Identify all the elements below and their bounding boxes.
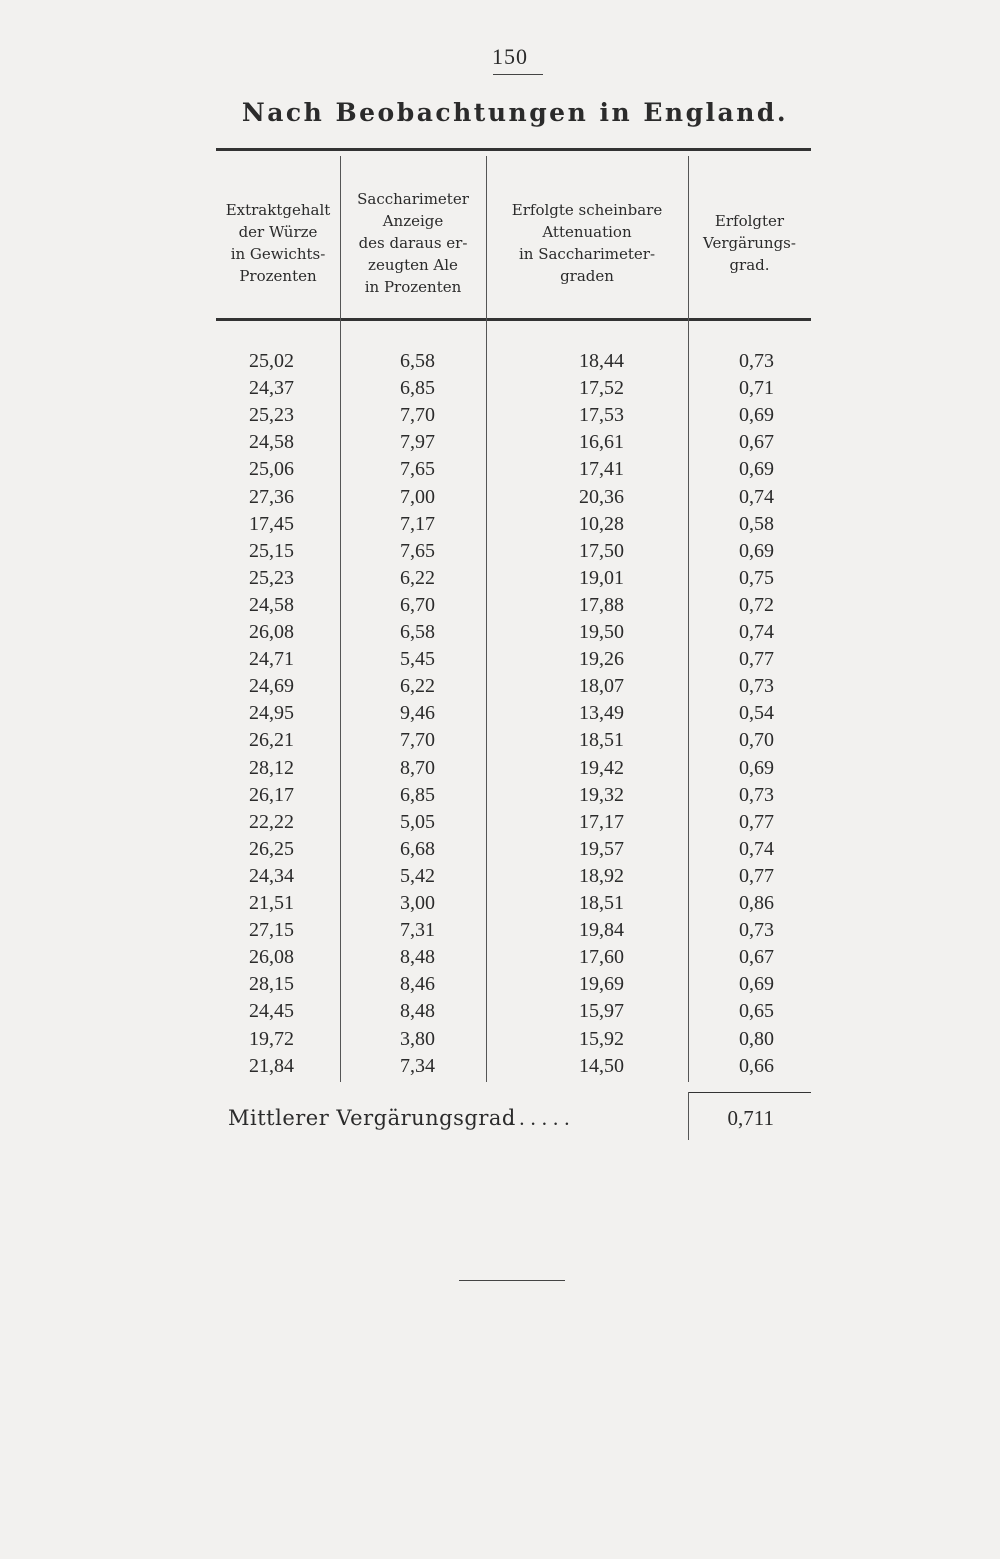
saccharimeter-cell: 3,00 [400, 892, 435, 914]
table-row [216, 755, 811, 782]
extraktgehalt-cell: 26,21 [249, 729, 294, 752]
summary-rule [688, 1092, 811, 1093]
extraktgehalt-cell: 24,58 [249, 431, 294, 454]
vergaerungsgrad-cell: 0,74 [739, 485, 774, 508]
extraktgehalt-cell: 17,45 [249, 512, 294, 535]
table-row [216, 619, 811, 646]
extraktgehalt-cell: 28,15 [249, 973, 294, 996]
vergaerungsgrad-cell: 0,69 [739, 973, 774, 996]
table-row [216, 836, 811, 863]
extraktgehalt-cell: 26,17 [249, 783, 294, 806]
saccharimeter-cell: 8,46 [400, 973, 435, 996]
extraktgehalt-cell: 21,84 [249, 1054, 294, 1077]
saccharimeter-cell: 7,31 [400, 919, 435, 942]
extraktgehalt-cell: 24,34 [249, 864, 294, 887]
attenuation-cell: 14,50 [579, 1054, 624, 1077]
table-row [216, 348, 811, 375]
attenuation-cell: 19,84 [579, 919, 624, 942]
attenuation-cell: 18,92 [579, 864, 624, 887]
table-row [216, 1026, 811, 1053]
table-row [216, 727, 811, 754]
mean-value: 0,711 [727, 1106, 774, 1130]
saccharimeter-cell: 8,48 [400, 946, 435, 969]
table-row [216, 646, 811, 673]
attenuation-cell: 19,69 [579, 973, 624, 996]
table-row [216, 890, 811, 917]
attenuation-cell: 17,60 [579, 946, 624, 969]
summary-divider [688, 1092, 689, 1140]
vergaerungsgrad-cell: 0,75 [739, 566, 774, 589]
page-number-rule [493, 74, 543, 75]
vergaerungsgrad-cell: 0,58 [739, 512, 774, 535]
vergaerungsgrad-cell: 0,69 [739, 458, 774, 481]
saccharimeter-cell: 8,48 [400, 1000, 435, 1023]
vergaerungsgrad-cell: 0,74 [739, 621, 774, 643]
table-row [216, 592, 811, 619]
attenuation-cell: 17,88 [579, 593, 624, 616]
table-row [216, 375, 811, 402]
table-row [216, 944, 811, 971]
table-row [216, 809, 811, 836]
extraktgehalt-cell: 19,72 [249, 1027, 294, 1050]
mean-dots: ...... [508, 1106, 576, 1130]
vergaerungsgrad-cell: 0,73 [739, 350, 774, 372]
vergaerungsgrad-cell: 0,65 [739, 1000, 774, 1023]
attenuation-cell: 17,17 [579, 810, 624, 833]
table-row [216, 782, 811, 809]
saccharimeter-cell: 7,17 [400, 512, 435, 535]
extraktgehalt-cell: 28,12 [249, 756, 294, 779]
vergaerungsgrad-cell: 0,74 [739, 837, 774, 860]
vergaerungsgrad-cell: 0,77 [739, 810, 774, 833]
attenuation-cell: 19,01 [579, 566, 624, 589]
attenuation-cell: 13,49 [579, 702, 624, 725]
table-row [216, 565, 811, 592]
table-row [216, 998, 811, 1025]
vergaerungsgrad-cell: 0,71 [739, 377, 774, 400]
extraktgehalt-cell: 27,36 [249, 485, 294, 508]
table-row [216, 1053, 811, 1080]
attenuation-cell: 18,07 [579, 675, 624, 698]
attenuation-cell: 18,51 [579, 892, 624, 914]
attenuation-cell: 16,61 [579, 431, 624, 454]
header-extraktgehalt: Extraktgehalt der Würze in Gewichts- Prozenten [225, 201, 331, 285]
table-row [216, 456, 811, 483]
table-row [216, 484, 811, 511]
extraktgehalt-cell: 24,95 [249, 702, 294, 725]
saccharimeter-cell: 6,58 [400, 350, 435, 372]
vergaerungsgrad-cell: 0,69 [739, 756, 774, 779]
vergaerungsgrad-cell: 0,69 [739, 539, 774, 562]
attenuation-cell: 18,44 [579, 350, 624, 372]
mean-label: Mittlerer Vergärungsgrad [228, 1106, 516, 1130]
vergaerungsgrad-cell: 0,66 [739, 1054, 774, 1077]
attenuation-cell: 17,52 [579, 377, 624, 400]
saccharimeter-cell: 7,34 [400, 1054, 435, 1077]
extraktgehalt-cell: 24,45 [249, 1000, 294, 1023]
vergaerungsgrad-cell: 0,77 [739, 864, 774, 887]
vergaerungsgrad-cell: 0,70 [739, 729, 774, 752]
table-top-rule [216, 148, 811, 151]
attenuation-cell: 10,28 [579, 512, 624, 535]
saccharimeter-cell: 6,68 [400, 837, 435, 860]
extraktgehalt-cell: 25,06 [249, 458, 294, 481]
saccharimeter-cell: 6,70 [400, 593, 435, 616]
header-saccharimeter: Saccharimeter Anzeige des daraus er- zeugten Ale in Prozenten [357, 190, 469, 296]
header-attenuation: Erfolgte scheinbare Attenuation in Saccharimeter- graden [511, 201, 663, 285]
attenuation-cell: 15,92 [579, 1027, 624, 1050]
saccharimeter-cell: 5,45 [400, 648, 435, 671]
attenuation-cell: 20,36 [579, 485, 624, 508]
attenuation-cell: 15,97 [579, 1000, 624, 1023]
vergaerungsgrad-cell: 0,73 [739, 783, 774, 806]
table-row [216, 673, 811, 700]
table-row [216, 402, 811, 429]
extraktgehalt-cell: 25,23 [249, 404, 294, 427]
extraktgehalt-cell: 24,58 [249, 593, 294, 616]
attenuation-cell: 17,53 [579, 404, 624, 427]
header-bottom-rule [216, 318, 811, 321]
footer-rule [459, 1280, 565, 1281]
saccharimeter-cell: 7,70 [400, 729, 435, 752]
saccharimeter-cell: 6,58 [400, 621, 435, 643]
page-title: Nach Beobachtungen in England. [241, 98, 789, 127]
saccharimeter-cell: 7,97 [400, 431, 435, 454]
attenuation-cell: 17,50 [579, 539, 624, 562]
vergaerungsgrad-cell: 0,69 [739, 404, 774, 427]
table-row [216, 511, 811, 538]
saccharimeter-cell: 7,65 [400, 539, 435, 562]
saccharimeter-cell: 8,70 [400, 756, 435, 779]
extraktgehalt-cell: 25,02 [249, 350, 294, 372]
table-row [216, 971, 811, 998]
vergaerungsgrad-cell: 0,67 [739, 946, 774, 969]
saccharimeter-cell: 9,46 [400, 702, 435, 725]
saccharimeter-cell: 6,85 [400, 377, 435, 400]
vergaerungsgrad-cell: 0,80 [739, 1027, 774, 1050]
table-row [216, 429, 811, 456]
table-row [216, 863, 811, 890]
saccharimeter-cell: 6,85 [400, 783, 435, 806]
attenuation-cell: 19,26 [579, 648, 624, 671]
extraktgehalt-cell: 26,08 [249, 946, 294, 969]
saccharimeter-cell: 3,80 [400, 1027, 435, 1050]
extraktgehalt-cell: 25,23 [249, 566, 294, 589]
saccharimeter-cell: 7,65 [400, 458, 435, 481]
table-row [216, 917, 811, 944]
attenuation-cell: 19,32 [579, 783, 624, 806]
extraktgehalt-cell: 24,71 [249, 648, 294, 671]
extraktgehalt-cell: 24,69 [249, 675, 294, 698]
vergaerungsgrad-cell: 0,86 [739, 892, 774, 914]
extraktgehalt-cell: 21,51 [249, 892, 294, 914]
attenuation-cell: 17,41 [579, 458, 624, 481]
saccharimeter-cell: 6,22 [400, 566, 435, 589]
extraktgehalt-cell: 26,08 [249, 621, 294, 643]
saccharimeter-cell: 7,70 [400, 404, 435, 427]
vergaerungsgrad-cell: 0,73 [739, 919, 774, 942]
extraktgehalt-cell: 24,37 [249, 377, 294, 400]
table-row [216, 700, 811, 727]
extraktgehalt-cell: 22,22 [249, 810, 294, 833]
attenuation-cell: 19,50 [579, 621, 624, 643]
saccharimeter-cell: 5,05 [400, 810, 435, 833]
attenuation-cell: 18,51 [579, 729, 624, 752]
vergaerungsgrad-cell: 0,73 [739, 675, 774, 698]
saccharimeter-cell: 5,42 [400, 864, 435, 887]
attenuation-cell: 19,57 [579, 837, 624, 860]
extraktgehalt-cell: 27,15 [249, 919, 294, 942]
vergaerungsgrad-cell: 0,72 [739, 593, 774, 616]
page-number: 150 [492, 44, 528, 69]
saccharimeter-cell: 7,00 [400, 485, 435, 508]
extraktgehalt-cell: 25,15 [249, 539, 294, 562]
header-vergaerungsgrad: Erfolgter Vergärungs- grad. [703, 212, 796, 274]
attenuation-cell: 19,42 [579, 756, 624, 779]
vergaerungsgrad-cell: 0,54 [739, 702, 774, 725]
saccharimeter-cell: 6,22 [400, 675, 435, 698]
vergaerungsgrad-cell: 0,77 [739, 648, 774, 671]
extraktgehalt-cell: 26,25 [249, 837, 294, 860]
vergaerungsgrad-cell: 0,67 [739, 431, 774, 454]
table-row [216, 538, 811, 565]
